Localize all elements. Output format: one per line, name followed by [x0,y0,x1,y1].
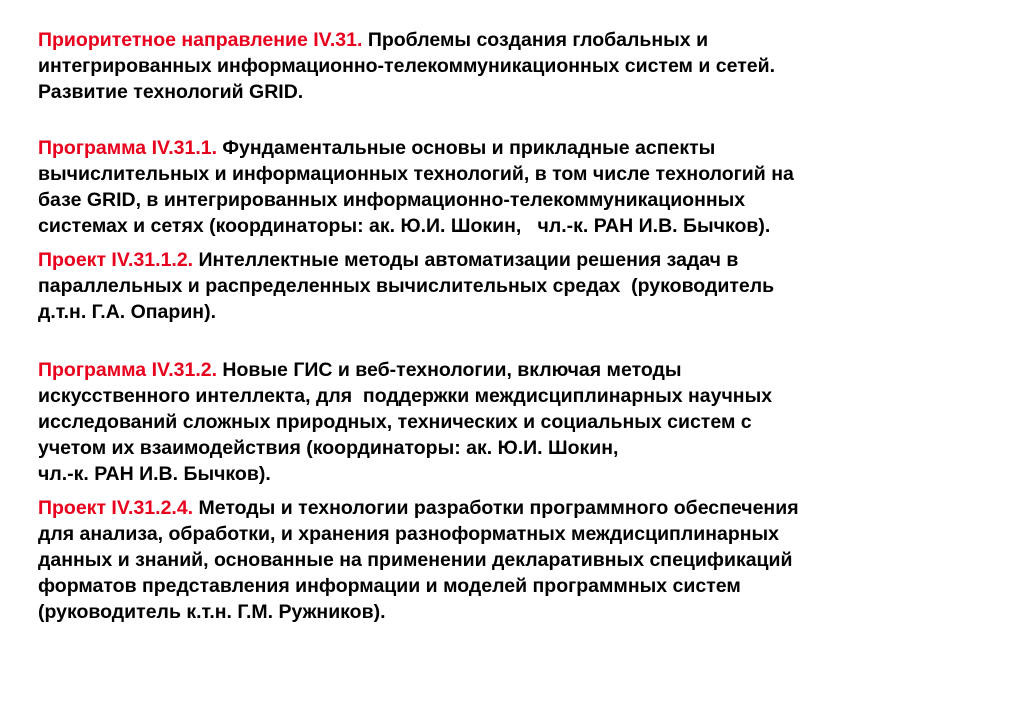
slide-content [38,27,988,625]
project-iv-31-1-2-block [38,247,988,325]
program-iv-31-1-block [38,135,988,239]
program-iv-31-2-block [38,357,988,487]
priority-direction-block [38,27,988,105]
text-line: исследований сложных природных, технических и социальных систем с [38,411,752,433]
project-iv-31-2-4-text: Методы и технологии разработки программного обеспечения [193,497,799,519]
text-line: форматов представления информации и моделей программных систем [38,575,741,597]
priority-direction-label: Приоритетное направление IV.31. [38,29,363,51]
project-iv-31-1-2-text: Интеллектные методы автоматизации решения задач в [193,249,739,271]
priority-direction-text: Проблемы создания глобальных и [362,29,709,51]
text-line: (руководитель к.т.н. Г.М. Ружников). [38,601,386,623]
text-line [38,135,988,161]
text-line: базе GRID, в интегрированных информационно-телекоммуникационных [38,189,746,211]
project-iv-31-1-2-label: Проект IV.31.1.2. [38,249,194,271]
text-line: чл.-к. РАН И.В. Бычков). [38,463,271,485]
text-line: параллельных и распределенных вычислительных средах (руководитель [38,275,775,297]
text-line [38,247,988,273]
text-line: учетом их взаимодействия (координаторы: ак. Ю.И. Шокин, [38,437,619,459]
text-line: д.т.н. Г.А. Опарин). [38,301,216,323]
program-iv-31-2-label: Программа IV.31.2. [38,359,217,381]
text-line [38,357,988,383]
program-iv-31-2-text: Новые ГИС и веб-технологии, включая методы [217,359,682,381]
text-line: для анализа, обработки, и хранения разноформатных междисциплинарных [38,523,780,545]
program-iv-31-1-label: Программа IV.31.1. [38,137,217,159]
text-line: искусственного интеллекта, для поддержки междисциплинарных научных [38,385,773,407]
project-iv-31-2-4-block [38,495,988,625]
text-line [38,495,988,521]
text-line: вычислительных и информационных технологий, в том числе технологий на [38,163,794,185]
text-line: интегрированных информационно-телекоммуникационных систем и сетей. [38,55,776,77]
project-iv-31-2-4-label: Проект IV.31.2.4. [38,497,194,519]
text-line: Развитие технологий GRID. [38,81,304,103]
text-line: системах и сетях (координаторы: ак. Ю.И. Шокин, чл.-к. РАН И.В. Бычков). [38,215,771,237]
text-line [38,27,988,53]
program-iv-31-1-text: Фундаментальные основы и прикладные аспекты [217,137,716,159]
text-line: данных и знаний, основанные на применении декларативных спецификаций [38,549,793,571]
